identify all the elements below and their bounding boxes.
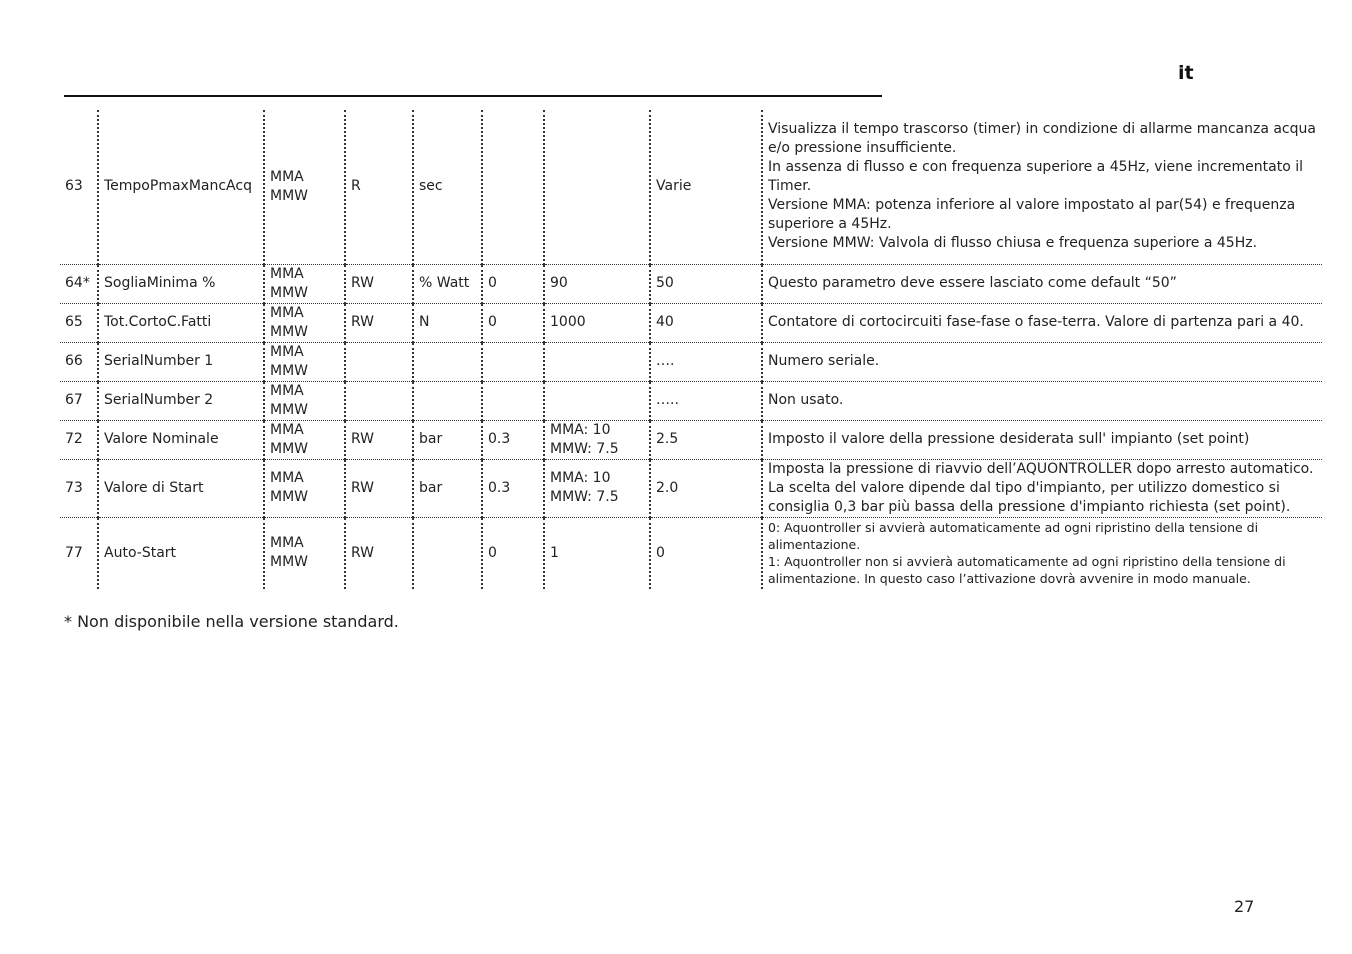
param-min: 0.3 [482,459,544,517]
param-default: …. [650,342,762,381]
param-id: 66 [60,342,98,381]
param-description: Numero seriale. [762,342,1322,381]
param-default: 50 [650,264,762,303]
param-versions: MMA MMW [264,110,345,264]
param-description: Visualizza il tempo trascorso (timer) in condizione di allarme mancanza acqua e/o pressione insufficiente. In assenza di flusso e con frequenza superiore a 45Hz, viene incrementato il Timer. Versione MMA: potenza inferiore al valore impostato al par(54) e frequenza superiore a 45Hz. Versione MMW: Valvola di flusso chiusa e frequenza superiore a 45Hz. [762,110,1322,264]
param-min: 0.3 [482,420,544,459]
param-unit: N [413,303,482,342]
param-max: MMA: 10 MMW: 7.5 [544,420,650,459]
param-name: Valore di Start [98,459,264,517]
param-access: RW [345,459,413,517]
param-id: 63 [60,110,98,264]
param-description: Contatore di cortocircuiti fase-fase o fase-terra. Valore di partenza pari a 40. [762,303,1322,342]
param-access: RW [345,264,413,303]
param-min [482,342,544,381]
param-id: 64* [60,264,98,303]
param-default: 0 [650,517,762,589]
param-description: Questo parametro deve essere lasciato come default “50” [762,264,1322,303]
language-label: it [1178,62,1194,84]
param-max [544,110,650,264]
param-unit: bar [413,420,482,459]
param-name: Auto-Start [98,517,264,589]
param-unit: bar [413,459,482,517]
table-row [60,264,1322,303]
param-id: 67 [60,381,98,420]
param-min: 0 [482,264,544,303]
param-max [544,342,650,381]
param-versions: MMA MMW [264,303,345,342]
param-name: Valore Nominale [98,420,264,459]
param-id: 72 [60,420,98,459]
param-default: 2.5 [650,420,762,459]
param-id: 77 [65,544,83,561]
param-max: 90 [544,264,650,303]
param-default: 40 [650,303,762,342]
param-description: Non usato. [762,381,1322,420]
param-unit: sec [413,110,482,264]
param-default: Varie [650,110,762,264]
param-max: 1 [544,517,650,589]
param-versions: MMA MMW [264,517,345,589]
table-row [60,517,1322,589]
param-access: R [345,110,413,264]
param-access: RW [345,420,413,459]
parameter-table [60,110,1322,589]
param-versions: MMA MMW [264,342,345,381]
param-description: Imposta la pressione di riavvio dell’AQUONTROLLER dopo arresto automatico. La scelta del valore dipende dal tipo d'impianto, per utilizzo domestico si consiglia 0,3 bar più bassa della pressione d'impianto richiesta (set point). [762,459,1322,517]
param-name: SerialNumber 1 [98,342,264,381]
param-default: ….. [650,381,762,420]
param-description: 0: Aquontroller si avvierà automaticamente ad ogni ripristino della tensione di alimentazione. 1: Aquontroller non si avvierà automaticamente ad ogni ripristino della tensione di alimentazione. In questo caso l’attivazione dovrà avvenire in modo manuale. [762,517,1322,589]
param-versions: MMA MMW [264,459,345,517]
param-versions: MMA MMW [264,420,345,459]
param-unit: % Watt [413,264,482,303]
param-id: 73 [60,459,98,517]
param-min [482,381,544,420]
footnote: * Non disponibile nella versione standard. [64,612,399,631]
param-unit [413,381,482,420]
param-unit [413,342,482,381]
param-access [345,342,413,381]
table-row [60,342,1322,381]
param-name: SerialNumber 2 [98,381,264,420]
param-id: 65 [60,303,98,342]
header-rule [64,95,882,97]
param-unit [413,517,482,589]
param-versions: MMA MMW [264,264,345,303]
param-default: 2.0 [650,459,762,517]
param-description: Imposto il valore della pressione desiderata sull' impianto (set point) [762,420,1322,459]
param-name: Tot.CortoC.Fatti [98,303,264,342]
table-row [60,303,1322,342]
table-row [60,420,1322,459]
param-min: 0 [482,303,544,342]
param-versions: MMA MMW [264,381,345,420]
param-access [345,381,413,420]
param-name: SogliaMinima % [98,264,264,303]
param-max: 1000 [544,303,650,342]
param-name: TempoPmaxMancAcq [98,110,264,264]
param-max: MMA: 10 MMW: 7.5 [544,459,650,517]
param-access: RW [345,303,413,342]
table-row [60,110,1322,264]
param-max [544,381,650,420]
page-number: 27 [1234,897,1255,916]
param-min [482,110,544,264]
param-min: 0 [482,517,544,589]
table-row [60,381,1322,420]
param-access: RW [345,517,413,589]
table-row [60,459,1322,517]
